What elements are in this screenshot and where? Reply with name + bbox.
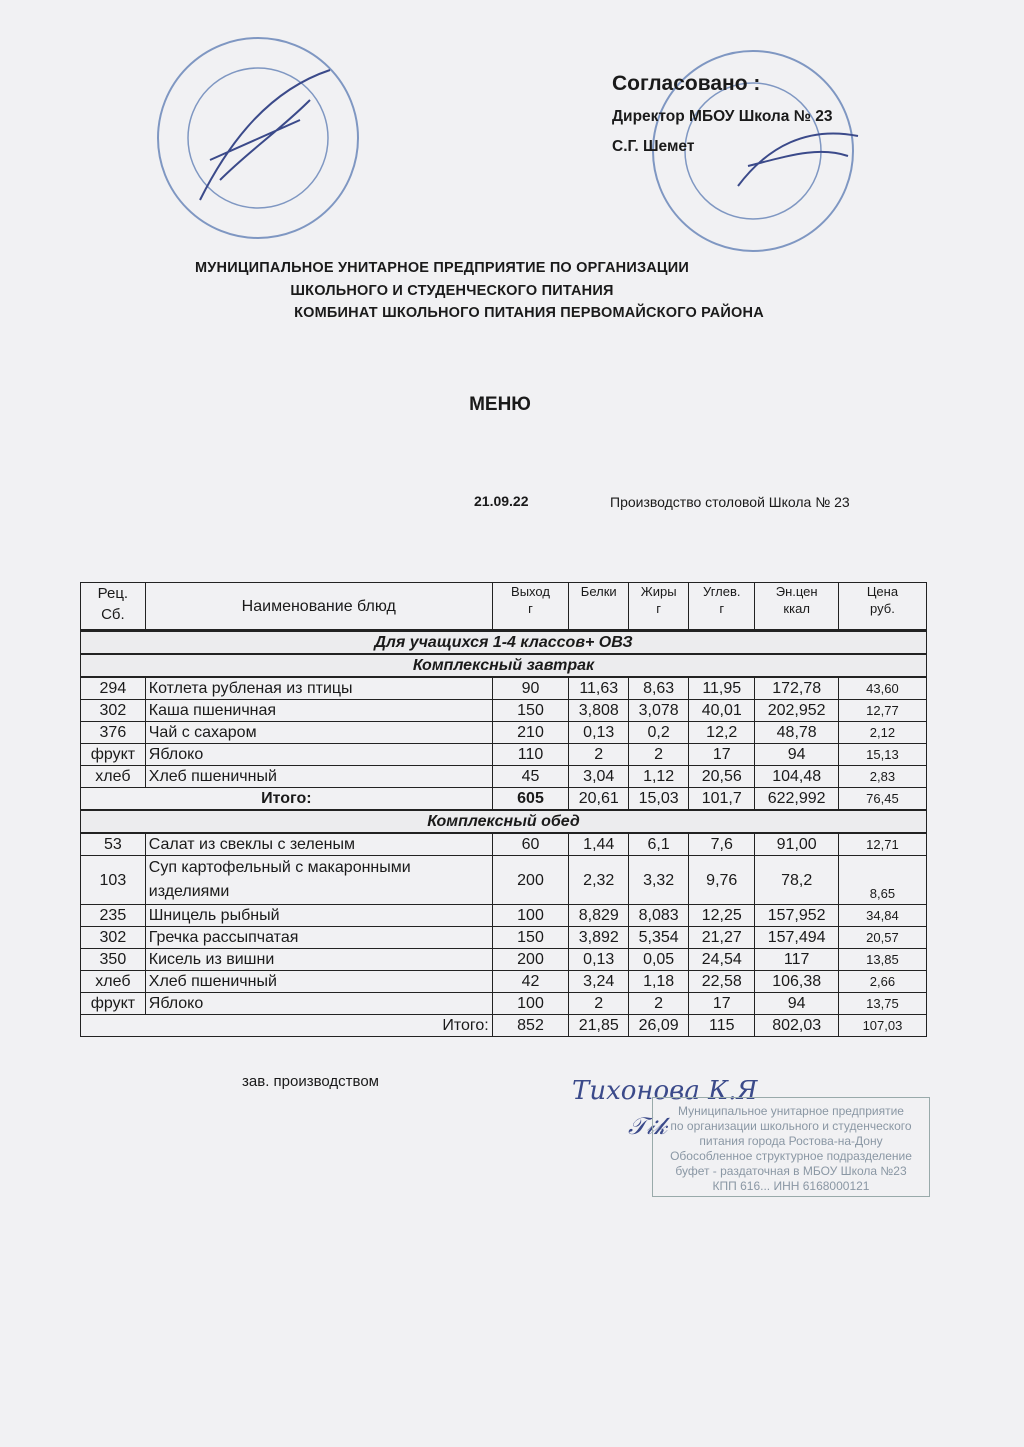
col-header-price: Цена руб. xyxy=(838,583,926,631)
cell-name: Каша пшеничная xyxy=(145,700,492,722)
cell-rec: 302 xyxy=(81,927,146,949)
table-row xyxy=(81,766,927,788)
cell-carbs: 12,25 xyxy=(689,905,755,927)
cell-fat: 1,18 xyxy=(629,971,689,993)
signature-mark: 𝒯𝒾𝓀 xyxy=(628,1112,667,1140)
cell-carbs: 17 xyxy=(689,744,755,766)
total-price: 107,03 xyxy=(838,1015,926,1037)
cell-name: Котлета рубленая из птицы xyxy=(145,677,492,700)
cell-protein: 3,24 xyxy=(569,971,629,993)
cell-protein: 11,63 xyxy=(569,677,629,700)
stamp-line: питания города Ростова-на-Дону xyxy=(699,1134,883,1148)
cell-fat: 0,2 xyxy=(629,722,689,744)
section-heading-breakfast: Комплексный завтрак xyxy=(81,654,927,677)
cell-name: Чай с сахаром xyxy=(145,722,492,744)
col-header-energy: Эн.цен ккал xyxy=(755,583,838,631)
cell-price: 15,13 xyxy=(838,744,926,766)
stamp-line: Муниципальное унитарное предприятие xyxy=(678,1104,904,1118)
table-row xyxy=(81,993,927,1015)
cell-carbs: 21,27 xyxy=(689,927,755,949)
cell-rec: 103 xyxy=(81,856,146,905)
total-fat: 26,09 xyxy=(629,1015,689,1037)
cell-carbs: 24,54 xyxy=(689,949,755,971)
cell-name: Хлеб пшеничный xyxy=(145,971,492,993)
col-header-output: Выход г xyxy=(492,583,569,631)
cell-name: Шницель рыбный xyxy=(145,905,492,927)
stamp-line: Обособленное структурное подразделение xyxy=(670,1149,912,1163)
cell-energy: 78,2 xyxy=(755,856,838,905)
round-stamp-left xyxy=(150,30,370,250)
cell-output: 200 xyxy=(492,856,569,905)
table-row xyxy=(81,927,927,949)
cell-fat: 1,12 xyxy=(629,766,689,788)
cell-energy: 94 xyxy=(755,744,838,766)
total-output: 605 xyxy=(492,788,569,811)
footer-role: зав. производством xyxy=(242,1073,379,1090)
cell-fat: 8,63 xyxy=(629,677,689,700)
cell-carbs: 7,6 xyxy=(689,833,755,856)
cell-price: 43,60 xyxy=(838,677,926,700)
col-header-name: Наименование блюд xyxy=(145,583,492,631)
cell-energy: 48,78 xyxy=(755,722,838,744)
cell-rec: хлеб xyxy=(81,766,146,788)
cell-price: 2,12 xyxy=(838,722,926,744)
total-protein: 21,85 xyxy=(569,1015,629,1037)
table-row xyxy=(81,949,927,971)
cell-protein: 1,44 xyxy=(569,833,629,856)
cell-fat: 2 xyxy=(629,993,689,1015)
cell-price: 8,65 xyxy=(838,856,926,905)
cell-price: 2,83 xyxy=(838,766,926,788)
cell-fat: 2 xyxy=(629,744,689,766)
menu-date: 21.09.22 xyxy=(474,493,529,509)
total-row xyxy=(81,788,927,811)
cell-carbs: 22,58 xyxy=(689,971,755,993)
stamp-line: КПП 616... ИНН 6168000121 xyxy=(712,1179,870,1193)
cell-protein: 2 xyxy=(569,744,629,766)
table-header-row xyxy=(81,583,927,631)
cell-fat: 3,078 xyxy=(629,700,689,722)
menu-table xyxy=(80,582,927,1037)
cell-rec: хлеб xyxy=(81,971,146,993)
cell-fat: 5,354 xyxy=(629,927,689,949)
cell-price: 2,66 xyxy=(838,971,926,993)
cell-name: Хлеб пшеничный xyxy=(145,766,492,788)
total-label: Итого: xyxy=(81,788,493,811)
cell-carbs: 9,76 xyxy=(689,856,755,905)
cell-price: 12,71 xyxy=(838,833,926,856)
cell-carbs: 17 xyxy=(689,993,755,1015)
page-title: МЕНЮ xyxy=(469,394,531,415)
cell-output: 60 xyxy=(492,833,569,856)
cell-rec: 53 xyxy=(81,833,146,856)
approval-name: С.Г. Шемет xyxy=(612,138,695,155)
cell-rec: 350 xyxy=(81,949,146,971)
cell-fat: 6,1 xyxy=(629,833,689,856)
table-row xyxy=(81,677,927,700)
total-energy: 622,992 xyxy=(755,788,838,811)
cell-price: 20,57 xyxy=(838,927,926,949)
cell-output: 42 xyxy=(492,971,569,993)
cell-carbs: 11,95 xyxy=(689,677,755,700)
section-heading-lunch: Комплексный обед xyxy=(81,810,927,833)
col-header-fat: Жиры г xyxy=(629,583,689,631)
col-header-carbs: Углев. г xyxy=(689,583,755,631)
cell-rec: фрукт xyxy=(81,993,146,1015)
cell-rec: 294 xyxy=(81,677,146,700)
cell-energy: 157,952 xyxy=(755,905,838,927)
cell-output: 150 xyxy=(492,927,569,949)
cell-energy: 202,952 xyxy=(755,700,838,722)
cell-price: 13,85 xyxy=(838,949,926,971)
cell-energy: 94 xyxy=(755,993,838,1015)
approval-title: Согласовано : xyxy=(612,72,761,95)
table-row xyxy=(81,744,927,766)
total-carbs: 101,7 xyxy=(689,788,755,811)
total-row xyxy=(81,1015,927,1037)
signature-name: Тихонова К.Я xyxy=(572,1076,758,1106)
cell-fat: 8,083 xyxy=(629,905,689,927)
cell-rec: фрукт xyxy=(81,744,146,766)
total-price: 76,45 xyxy=(838,788,926,811)
total-label: Итого: xyxy=(81,1015,493,1037)
cell-protein: 2 xyxy=(569,993,629,1015)
cell-rec: 302 xyxy=(81,700,146,722)
cell-output: 210 xyxy=(492,722,569,744)
cell-price: 13,75 xyxy=(838,993,926,1015)
cell-name: Гречка рассыпчатая xyxy=(145,927,492,949)
cell-rec: 376 xyxy=(81,722,146,744)
cell-name: Яблоко xyxy=(145,993,492,1015)
cell-energy: 104,48 xyxy=(755,766,838,788)
stamp-line: по организации школьного и студенческого xyxy=(670,1119,912,1133)
rectangular-stamp xyxy=(652,1097,930,1197)
group-heading: Для учащихся 1-4 классов+ ОВЗ xyxy=(81,631,927,655)
cell-protein: 0,13 xyxy=(569,722,629,744)
cell-name: Кисель из вишни xyxy=(145,949,492,971)
cell-energy: 157,494 xyxy=(755,927,838,949)
cell-output: 110 xyxy=(492,744,569,766)
table-row xyxy=(81,722,927,744)
cell-price: 12,77 xyxy=(838,700,926,722)
cell-protein: 3,892 xyxy=(569,927,629,949)
cell-output: 45 xyxy=(492,766,569,788)
total-fat: 15,03 xyxy=(629,788,689,811)
total-carbs: 115 xyxy=(689,1015,755,1037)
org-line-2: ШКОЛЬНОГО И СТУДЕНЧЕСКОГО ПИТАНИЯ xyxy=(290,283,614,299)
table-row xyxy=(81,905,927,927)
cell-energy: 117 xyxy=(755,949,838,971)
cell-price: 34,84 xyxy=(838,905,926,927)
org-line-3: КОМБИНАТ ШКОЛЬНОГО ПИТАНИЯ ПЕРВОМАЙСКОГО РАЙОНА xyxy=(294,305,764,321)
total-energy: 802,03 xyxy=(755,1015,838,1037)
org-line-1: МУНИЦИПАЛЬНОЕ УНИТАРНОЕ ПРЕДПРИЯТИЕ ПО ОРГАНИЗАЦИИ xyxy=(195,260,689,276)
cell-protein: 3,04 xyxy=(569,766,629,788)
cell-output: 100 xyxy=(492,905,569,927)
production-label: Производство столовой Школа № 23 xyxy=(610,494,850,510)
cell-energy: 91,00 xyxy=(755,833,838,856)
cell-energy: 172,78 xyxy=(755,677,838,700)
table-row xyxy=(81,833,927,856)
total-protein: 20,61 xyxy=(569,788,629,811)
cell-carbs: 40,01 xyxy=(689,700,755,722)
cell-output: 100 xyxy=(492,993,569,1015)
cell-name: Яблоко xyxy=(145,744,492,766)
table-row xyxy=(81,971,927,993)
col-header-protein: Белки xyxy=(569,583,629,631)
cell-energy: 106,38 xyxy=(755,971,838,993)
table-row xyxy=(81,856,927,905)
cell-protein: 0,13 xyxy=(569,949,629,971)
cell-fat: 0,05 xyxy=(629,949,689,971)
cell-carbs: 12,2 xyxy=(689,722,755,744)
cell-name: Суп картофельный с макаронными изделиями xyxy=(145,856,492,905)
cell-output: 200 xyxy=(492,949,569,971)
col-header-rec: Рец. Сб. xyxy=(81,583,146,631)
cell-output: 150 xyxy=(492,700,569,722)
cell-protein: 8,829 xyxy=(569,905,629,927)
cell-carbs: 20,56 xyxy=(689,766,755,788)
cell-rec: 235 xyxy=(81,905,146,927)
approval-director: Директор МБОУ Школа № 23 xyxy=(612,108,833,125)
cell-name: Салат из свеклы с зеленым xyxy=(145,833,492,856)
table-row xyxy=(81,700,927,722)
cell-output: 90 xyxy=(492,677,569,700)
total-output: 852 xyxy=(492,1015,569,1037)
cell-protein: 3,808 xyxy=(569,700,629,722)
cell-fat: 3,32 xyxy=(629,856,689,905)
stamp-line: буфет - раздаточная в МБОУ Школа №23 xyxy=(675,1164,907,1178)
cell-protein: 2,32 xyxy=(569,856,629,905)
